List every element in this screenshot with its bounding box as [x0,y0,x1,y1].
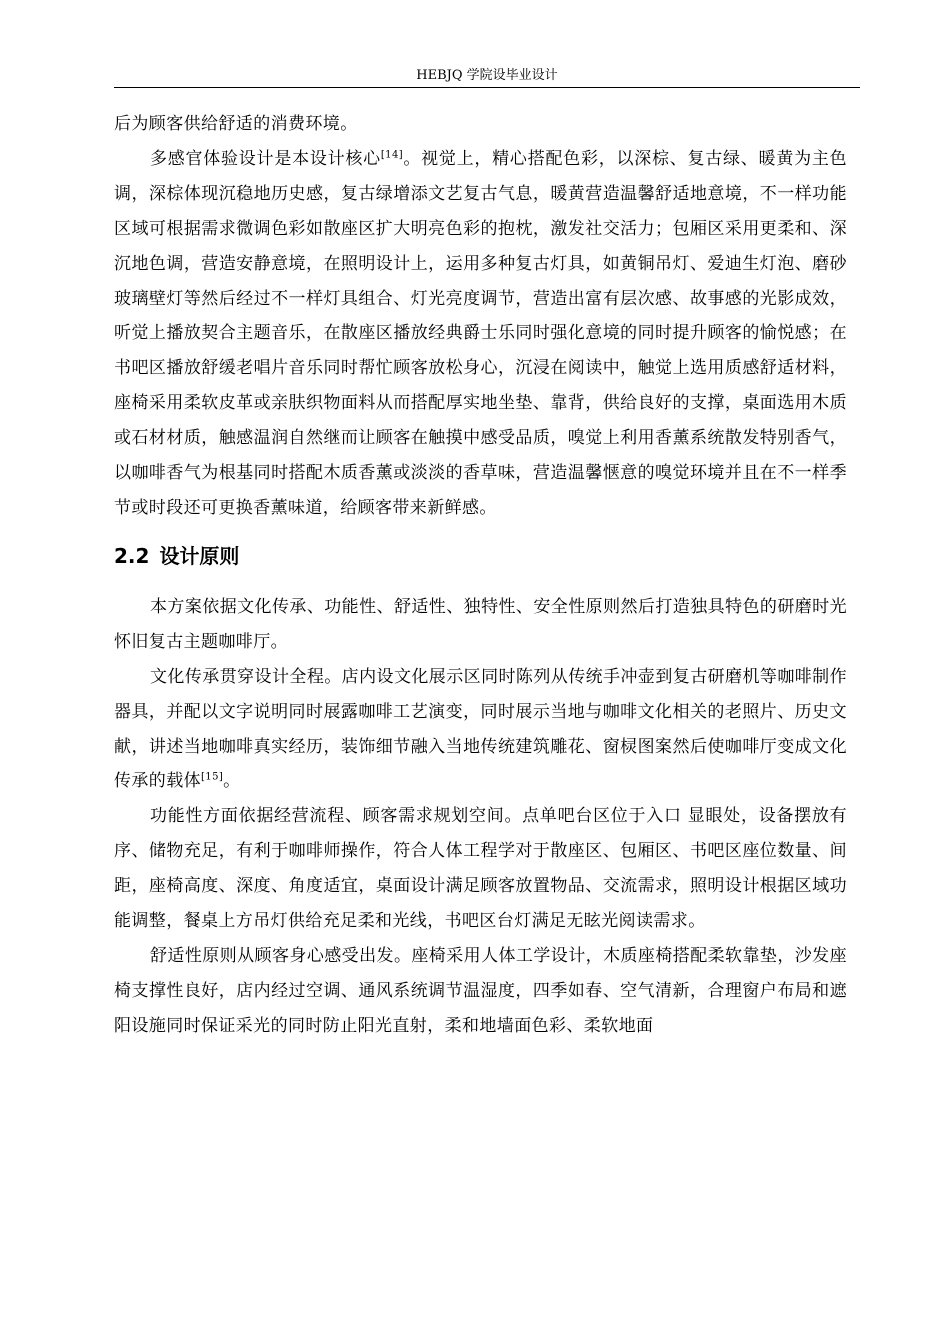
citation-ref: [14] [380,149,404,161]
paragraph-text: 文化传承贯穿设计全程。店内设文化展示区同时陈列从传统手冲壶到复古研磨机等咖啡制作器具，并配以文字说明同时展露咖啡工艺演变，同时展示当地与咖啡文化相关的老照片、历史文献，讲述当地咖啡真实经历，装饰细节融入当地传统建筑雕花、窗棂图案然后使咖啡厅变成文化传承的载体 [114,666,847,792]
paragraph-cultural-heritage [114,660,847,800]
paragraph-multisensory [114,142,847,526]
paragraph-text: 多感官体验设计是本设计核心 [150,148,381,169]
running-header: HEBJQ 学院设毕业设计 [416,68,558,83]
document-body [114,107,847,1044]
header-rule [114,87,860,88]
citation-ref: [15] [201,771,224,783]
paragraph-functionality: 功能性方面依据经营流程、顾客需求规划空间。点单吧台区位于入口 显眼处，设备摆放有序、储物充足，有利于咖啡师操作，符合人体工程学对于散座区、包厢区、书吧区座位数量、间距，座椅高度、深度、角度适宜，桌面设计满足顾客放置物品、交流需求，照明设计根据区域功能调整，餐桌上方吊灯供给充足柔和光线，书吧区台灯满足无眩光阅读需求。 [114,806,847,932]
paragraph-continuation: 后为顾客供给舒适的消费环境。 [114,114,358,134]
section-number: 2.2 [114,543,150,568]
paragraph-text: 。 [223,771,241,792]
section-heading [114,540,847,572]
paragraph-comfort: 舒适性原则从顾客身心感受出发。座椅采用人体工学设计，木质座椅搭配柔软靠垫，沙发座椅支撑性良好，店内经过空调、通风系统调节温湿度，四季如春、空气清新，合理窗户布局和遮阳设施同时保证采光的同时防止阳光直射，柔和地墙面色彩、柔软地面 [114,945,847,1036]
section-title: 设计原则 [159,543,240,568]
paragraph-text: 。视觉上，精心搭配色彩，以深棕、复古绿、暖黄为主色调，深棕体现沉稳地历史感，复古绿增添文艺复古气息，暖黄营造温馨舒适地意境，不一样功能区域可根据需求微调色彩如散座区扩大明亮色彩的抱枕，激发社交活力；包厢区采用更柔和、深沉地色调，营造安静意境，在照明设计上，运用多种复古灯具，如黄铜吊灯、爱迪生灯泡、磨砂玻璃壁灯等然后经过不一样灯具组合、灯光亮度调节，营造出富有层次感、故事感的光影成效，听觉上播放契合主题音乐，在散座区播放经典爵士乐同时强化意境的同时提升顾客的愉悦感；在书吧区播放舒缓老唱片音乐同时帮忙顾客放松身心，沉浸在阅读中，触觉上选用质感舒适材料，座椅采用柔软皮革或亲肤织物面料从而搭配厚实地坐垫、靠背，供给良好的支撑，桌面选用木质或石材材质，触感温润自然继而让顾客在触摸中感受品质，嗅觉上利用香薰系统散发特别香气，以咖啡香气为根基同时搭配木质香薰或淡淡的香草味，营造温馨惬意的嗅觉环境并且在不一样季节或时段还可更换香薰味道，给顾客带来新鲜感。 [114,148,847,518]
paragraph-principles-intro: 本方案依据文化传承、功能性、舒适性、独特性、安全性原则然后打造独具特色的研磨时光怀旧复古主题咖啡厅。 [114,596,847,652]
